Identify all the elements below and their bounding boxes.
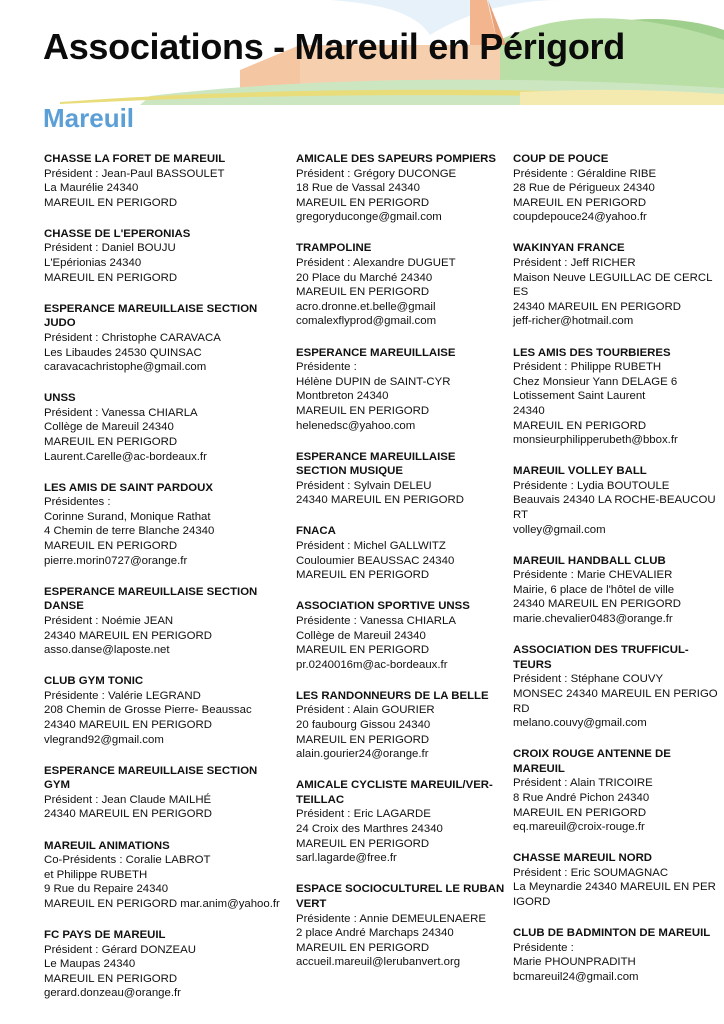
association-detail-line: Président : Philippe RUBETH bbox=[513, 361, 662, 374]
association-name: CROIX ROUGE ANTENNE DE MAREUIL bbox=[513, 748, 671, 775]
association-detail-line: Président : Jean Claude MAILHÉ bbox=[44, 793, 212, 806]
association-detail-line: Président : Sylvain DELEU bbox=[296, 479, 432, 492]
association-entry bbox=[513, 554, 718, 627]
association-detail-line: 24340 MAREUIL EN PERIGORD bbox=[513, 300, 681, 313]
association-name: AMICALE CYCLISTE MAREUIL/VER-TEILLAC bbox=[296, 779, 493, 806]
association-entry bbox=[296, 599, 506, 672]
association-detail-line: 24340 MAREUIL EN PERIGORD bbox=[44, 808, 212, 821]
association-name: TRAMPOLINE bbox=[296, 242, 372, 255]
association-detail-line: La Meynardie 24340 MAREUIL EN PERIGORD bbox=[513, 881, 716, 909]
association-detail-line: MAREUIL EN PERIGORD bbox=[296, 837, 430, 850]
association-detail-line: MAREUIL EN PERIGORD bbox=[44, 540, 178, 553]
association-name: FNACA bbox=[296, 525, 336, 538]
association-detail-line: Collège de Mareuil 24340 bbox=[296, 629, 426, 642]
association-entry bbox=[44, 928, 284, 1001]
association-detail-line: Présidente : bbox=[513, 941, 574, 954]
association-detail-line: MONSEC 24340 MAREUIL EN PERIGORD bbox=[513, 687, 718, 715]
association-detail-line: Présidente : Valérie LEGRAND bbox=[44, 689, 201, 702]
association-detail-line: 208 Chemin de Grosse Pierre- Beaussac bbox=[44, 704, 252, 717]
association-detail-line: MAREUIL EN PERIGORD bbox=[44, 972, 178, 985]
association-name: LES AMIS DE SAINT PARDOUX bbox=[44, 481, 213, 494]
association-detail-line: Président : Christophe CARAVACA bbox=[44, 331, 221, 344]
association-detail-line: 20 faubourg Gissou 24340 bbox=[296, 719, 431, 731]
association-detail-line: Mairie, 6 place de l'hôtel de ville bbox=[513, 583, 675, 596]
association-detail-line: MAREUIL EN PERIGORD bbox=[513, 196, 647, 209]
association-name: ESPERANCE MAREUILLAISE SECTION GYM bbox=[44, 764, 258, 792]
association-detail-line: Président : Gérard DONZEAU bbox=[44, 943, 196, 956]
association-email[interactable]: eq.mareuil@croix-rouge.fr bbox=[513, 821, 645, 834]
association-entry bbox=[44, 481, 284, 569]
association-detail-line: Présidentes : bbox=[44, 496, 111, 509]
association-entry bbox=[296, 882, 506, 970]
association-email[interactable]: gregoryduconge@gmail.com bbox=[296, 211, 442, 224]
association-entry bbox=[513, 346, 718, 448]
association-detail-line: Corinne Surand, Monique Rathat bbox=[44, 510, 211, 523]
association-entry bbox=[44, 764, 284, 822]
association-detail-line: MAREUIL EN PERIGORD bbox=[296, 404, 430, 417]
association-detail-line: 4 Chemin de terre Blanche 24340 bbox=[44, 525, 215, 538]
association-entry bbox=[296, 346, 506, 434]
association-entry bbox=[296, 778, 506, 866]
association-detail-line: Président : Noémie JEAN bbox=[44, 614, 174, 627]
association-name: COUP DE POUCE bbox=[513, 153, 609, 165]
association-email[interactable]: comalexflyprod@gmail.com bbox=[296, 315, 437, 328]
association-name: ESPERANCE MAREUILLAISE bbox=[296, 346, 456, 359]
association-detail-line: Marie PHOUNPRADITH bbox=[513, 956, 636, 969]
association-email[interactable]: caravacachristophe@gmail.com bbox=[44, 361, 207, 374]
association-detail-line: Président : Alain GOURIER bbox=[296, 704, 435, 717]
association-column-3 bbox=[513, 152, 718, 1001]
association-entry bbox=[44, 839, 284, 912]
association-name: LES AMIS DES TOURBIERES bbox=[513, 346, 671, 359]
association-email[interactable]: pr.0240016m@ac-bordeaux.fr bbox=[296, 658, 448, 671]
association-detail-line: Chez Monsieur Yann DELAGE 6 bbox=[513, 375, 678, 388]
association-entry bbox=[44, 585, 284, 658]
association-detail-line: MAREUIL EN PERIGORD bbox=[513, 419, 647, 432]
association-detail-line: Montbreton 24340 bbox=[296, 390, 389, 403]
association-entry bbox=[513, 851, 718, 909]
association-detail-line: MAREUIL EN PERIGORD bbox=[44, 196, 178, 209]
association-detail-line: Président : Jeff RICHER bbox=[513, 257, 636, 270]
association-name: MAREUIL ANIMATIONS bbox=[44, 839, 170, 852]
association-detail-line: 20 Place du Marché 24340 bbox=[296, 271, 433, 284]
association-name: CLUB GYM TONIC bbox=[44, 675, 144, 688]
association-email[interactable]: vlegrand92@gmail.com bbox=[44, 733, 164, 746]
association-email[interactable]: sarl.lagarde@free.fr bbox=[296, 852, 397, 865]
association-entry bbox=[513, 747, 718, 835]
association-name: CHASSE LA FORET DE MAREUIL bbox=[44, 153, 226, 165]
association-detail-line: Président : Vanessa CHIARLA bbox=[44, 406, 198, 419]
association-email[interactable]: jeff-richer@hotmail.com bbox=[513, 315, 634, 328]
association-entry bbox=[44, 152, 284, 210]
association-email[interactable]: accueil.mareuil@lerubanvert.org bbox=[296, 956, 461, 969]
association-name: AMICALE DES SAPEURS POMPIERS bbox=[296, 153, 496, 165]
association-detail-line: Les Libaudes 24530 QUINSAC bbox=[44, 346, 202, 359]
association-detail-line: MAREUIL EN PERIGORD bbox=[513, 806, 647, 819]
association-detail-line: Couloumier BEAUSSAC 24340 bbox=[296, 554, 455, 567]
association-detail-line: Collège de Mareuil 24340 bbox=[44, 421, 174, 434]
association-name: CHASSE MAREUIL NORD bbox=[513, 852, 653, 865]
association-detail-line: 2 place André Marchaps 24340 bbox=[296, 927, 454, 940]
association-name: WAKINYAN FRANCE bbox=[513, 242, 625, 255]
association-name: ASSOCIATION DES TRUFFICUL-TEURS bbox=[513, 644, 689, 671]
association-detail-line: Présidente : Lydia BOUTOULE bbox=[513, 479, 670, 492]
association-name: ESPERANCE MAREUILLAISE SECTION MUSIQUE bbox=[296, 450, 456, 478]
association-detail-line: MAREUIL EN PERIGORD bbox=[44, 271, 178, 284]
association-detail-line: Président : Grégory DUCONGE bbox=[296, 167, 457, 180]
association-detail-line: MAREUIL EN PERIGORD bbox=[296, 569, 430, 582]
association-entry bbox=[513, 241, 718, 329]
association-detail-line: Président : Alexandre DUGUET bbox=[296, 257, 456, 270]
association-email[interactable]: pierre.morin0727@orange.fr bbox=[44, 554, 188, 567]
association-detail-line: MAREUIL EN PERIGORD bbox=[296, 196, 430, 209]
association-name: MAREUIL VOLLEY BALL bbox=[513, 465, 647, 478]
association-email[interactable]: bcmareuil24@gmail.com bbox=[513, 970, 639, 983]
association-detail-line: Président : Eric LAGARDE bbox=[296, 808, 431, 821]
association-entry bbox=[44, 227, 284, 285]
association-detail-line: 24 Croix des Marthres 24340 bbox=[296, 823, 443, 836]
association-detail-line: Président : Daniel BOUJU bbox=[44, 242, 176, 255]
association-email[interactable]: Laurent.Carelle@ac-bordeaux.fr bbox=[44, 450, 207, 463]
association-detail-line: 24340 MAREUIL EN PERIGORD bbox=[296, 494, 464, 507]
association-email[interactable]: helenedsc@yahoo.com bbox=[296, 419, 416, 432]
association-entry bbox=[44, 674, 284, 747]
association-detail-line: 24340 MAREUIL EN PERIGORD bbox=[44, 629, 212, 642]
association-detail-line: et Philippe RUBETH bbox=[44, 868, 148, 881]
page-title: Associations - Mareuil en Périgord bbox=[43, 26, 625, 67]
association-detail-line: Présidente : Annie DEMEULENAERE bbox=[296, 912, 486, 925]
association-column-2 bbox=[296, 152, 506, 986]
association-detail-line: Président : Eric SOUMAGNAC bbox=[513, 866, 669, 879]
association-email[interactable]: monsieurphilipperubeth@bbox.fr bbox=[513, 434, 678, 447]
association-name: CHASSE DE L'EPERONIAS bbox=[44, 227, 191, 240]
association-email[interactable]: melano.couvy@gmail.com bbox=[513, 717, 647, 730]
association-entry bbox=[513, 643, 718, 731]
association-detail-line: MAREUIL EN PERIGORD bbox=[296, 733, 430, 746]
association-entry bbox=[513, 152, 718, 225]
association-detail-line: Le Maupas 24340 bbox=[44, 958, 136, 971]
association-detail-line: Présidente : Marie CHEVALIER bbox=[513, 569, 673, 582]
association-detail-line: Beauvais 24340 LA ROCHE-BEAUCOURT bbox=[513, 494, 716, 521]
association-detail-line: MAREUIL EN PERIGORD bbox=[296, 644, 430, 657]
association-detail-line: Maison Neuve LEGUILLAC DE CERCLES bbox=[513, 271, 713, 299]
association-detail-line: Lotissement Saint Laurent bbox=[513, 390, 646, 403]
association-email[interactable]: gerard.donzeau@orange.fr bbox=[44, 987, 181, 1000]
association-name: ESPACE SOCIOCULTUREL LE RUBAN VERT bbox=[296, 883, 505, 910]
header-banner bbox=[0, 0, 724, 105]
association-detail-line: 24340 MAREUIL EN PERIGORD bbox=[513, 598, 681, 611]
association-detail-line: 24340 MAREUIL EN PERIGORD bbox=[44, 719, 212, 731]
association-email[interactable]: volley@gmail.com bbox=[513, 523, 606, 536]
association-email[interactable]: alain.gourier24@orange.fr bbox=[296, 748, 429, 761]
association-email[interactable]: marie.chevalier0483@orange.fr bbox=[513, 613, 673, 626]
association-email[interactable]: MAREUIL EN PERIGORD mar.anim@yahoo.fr bbox=[44, 897, 280, 910]
association-detail-line: MAREUIL EN PERIGORD bbox=[44, 436, 178, 448]
association-detail-line: 9 Rue du Repaire 24340 bbox=[44, 883, 169, 896]
association-column-1 bbox=[44, 152, 284, 1018]
association-detail-line: Présidente : Géraldine RIBE bbox=[513, 167, 657, 180]
association-name: LES RANDONNEURS DE LA BELLE bbox=[296, 689, 489, 702]
association-entry bbox=[513, 464, 718, 537]
association-detail-line: Présidente : Vanessa CHIARLA bbox=[296, 614, 456, 627]
association-name: ESPERANCE MAREUILLAISE SECTION DANSE bbox=[44, 585, 258, 613]
association-detail-line: Président : Jean-Paul BASSOULET bbox=[44, 167, 225, 180]
association-detail-line: 8 Rue André Pichon 24340 bbox=[513, 791, 650, 804]
association-detail-line: 24340 bbox=[513, 404, 545, 417]
association-detail-line: MAREUIL EN PERIGORD bbox=[296, 286, 430, 299]
association-name: MAREUIL HANDBALL CLUB bbox=[513, 554, 666, 567]
association-detail-line: Président : Michel GALLWITZ bbox=[296, 540, 446, 553]
association-detail-line: Président : Alain TRICOIRE bbox=[513, 777, 653, 790]
association-name: UNSS bbox=[44, 392, 76, 405]
association-email[interactable]: coupdepouce24@yahoo.fr bbox=[513, 211, 647, 224]
association-detail-line: L'Epérionias 24340 bbox=[44, 257, 142, 270]
association-detail-line: Président : Stéphane COUVY bbox=[513, 673, 664, 686]
association-entry bbox=[296, 524, 506, 582]
association-detail-line: La Maurélie 24340 bbox=[44, 182, 139, 195]
association-email[interactable]: asso.danse@laposte.net bbox=[44, 644, 170, 657]
association-entry bbox=[296, 450, 506, 508]
association-name: ESPERANCE MAREUILLAISE SECTION JUDO bbox=[44, 302, 258, 330]
association-name: ASSOCIATION SPORTIVE UNSS bbox=[296, 600, 470, 613]
association-name: FC PAYS DE MAREUIL bbox=[44, 929, 166, 942]
association-detail-line: MAREUIL EN PERIGORD bbox=[296, 941, 430, 954]
association-detail-line: 18 Rue de Vassal 24340 bbox=[296, 182, 420, 195]
association-name: CLUB DE BADMINTON DE MAREUIL bbox=[513, 927, 711, 940]
association-entry bbox=[296, 689, 506, 762]
association-entry bbox=[44, 391, 284, 464]
association-email[interactable]: acro.dronne.et.belle@gmail bbox=[296, 300, 436, 313]
association-detail-line: Présidente : bbox=[296, 361, 357, 374]
section-title: Mareuil bbox=[43, 103, 135, 133]
association-detail-line: 28 Rue de Périgueux 24340 bbox=[513, 182, 655, 195]
association-entry bbox=[44, 302, 284, 375]
association-entry bbox=[296, 152, 506, 225]
association-entry bbox=[296, 241, 506, 329]
association-detail-line: Hélène DUPIN de SAINT-CYR bbox=[296, 375, 451, 388]
association-entry bbox=[513, 926, 718, 984]
association-detail-line: Co-Présidents : Coralie LABROT bbox=[44, 854, 211, 867]
